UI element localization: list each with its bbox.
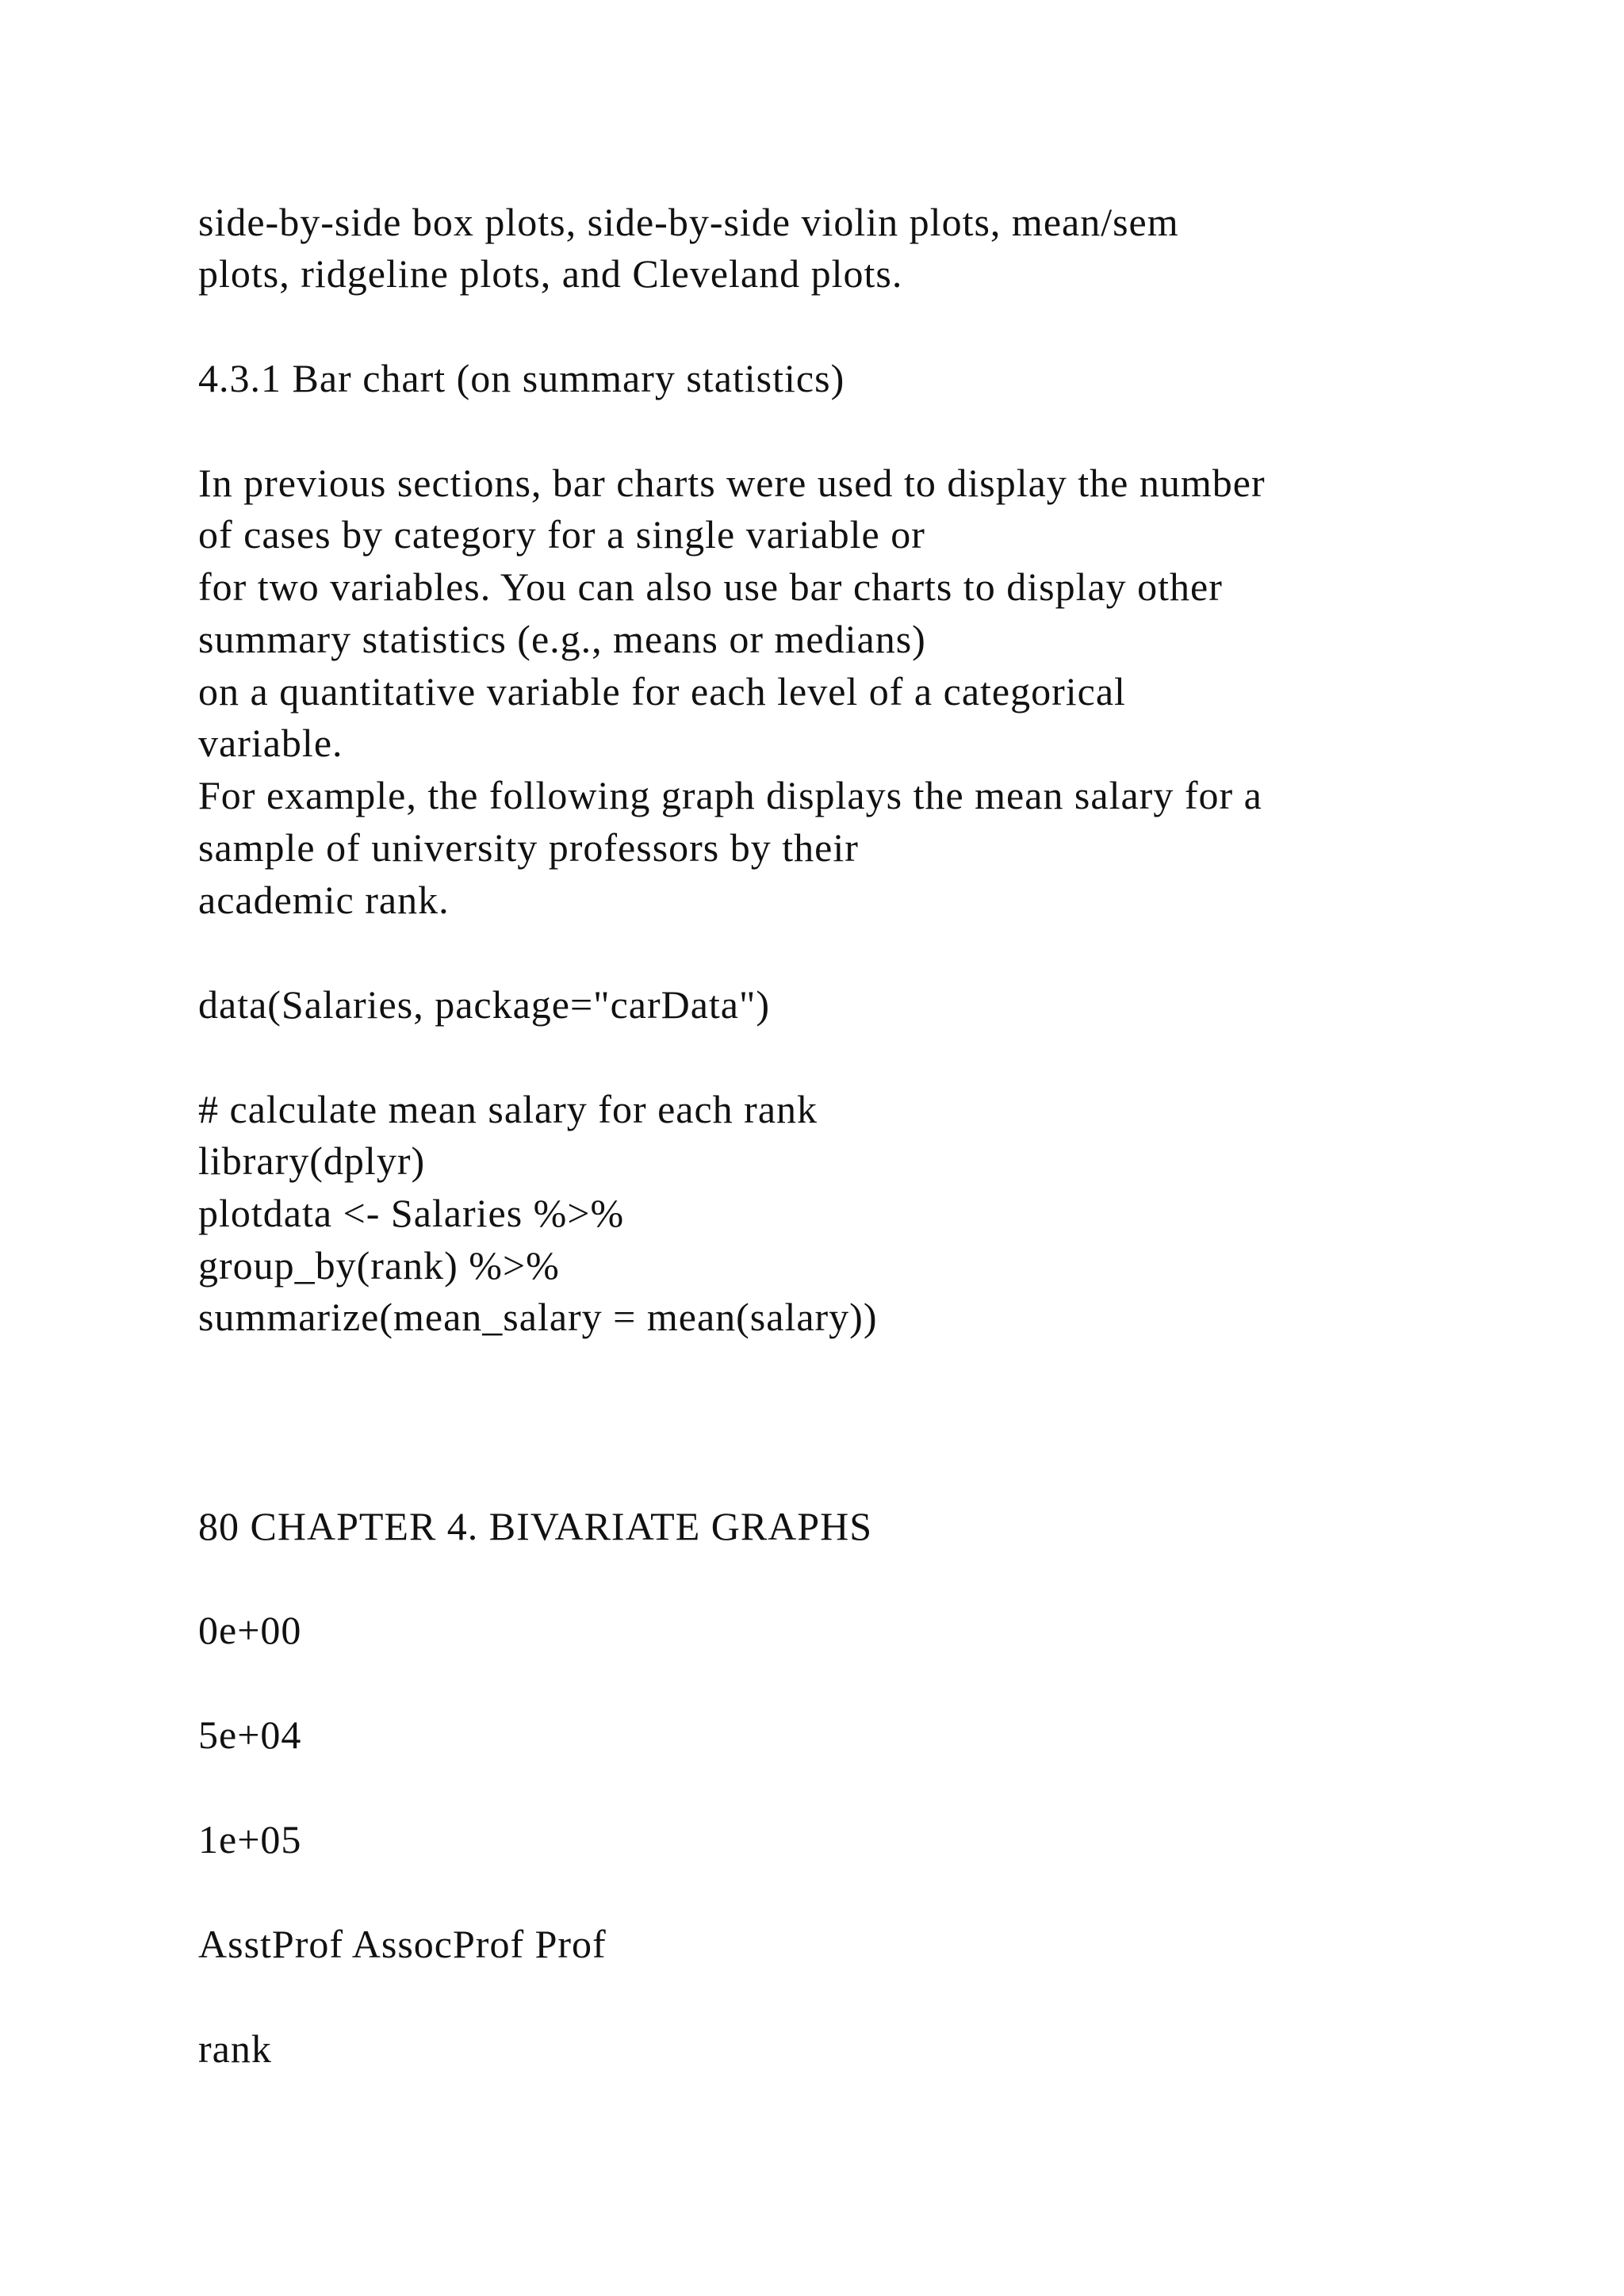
body-line-4: summary statistics (e.g., means or medians) — [198, 617, 926, 661]
code-comment: # calculate mean salary for each rank — [198, 1087, 818, 1131]
body-line-5: on a quantitative variable for each level of a categorical — [198, 669, 1126, 714]
category-labels: AsstProf AssocProf Prof — [198, 1922, 607, 1966]
body-line-9: academic rank. — [198, 878, 450, 922]
code-group-by: group_by(rank) %>% — [198, 1243, 560, 1288]
x-axis-label: rank — [198, 2026, 272, 2071]
body-line-8: sample of university professors by their — [198, 825, 859, 870]
code-plotdata: plotdata <- Salaries %>% — [198, 1191, 625, 1235]
intro-line-1: side-by-side box plots, side-by-side violin plots, mean/sem — [198, 200, 1179, 244]
body-line-2: of cases by category for a single variable or — [198, 512, 925, 557]
body-line-3: for two variables. You can also use bar charts to display other — [198, 564, 1223, 609]
code-data-line: data(Salaries, package="carData") — [198, 982, 771, 1027]
axis-tick-label: 5e+04 — [198, 1712, 302, 1757]
code-library: library(dplyr) — [198, 1138, 426, 1183]
axis-tick-label: 1e+05 — [198, 1817, 302, 1862]
page-header: 80 CHAPTER 4. BIVARIATE GRAPHS — [198, 1504, 873, 1548]
code-summarize: summarize(mean_salary = mean(salary)) — [198, 1295, 878, 1339]
body-line-7: For example, the following graph displays the mean salary for a — [198, 773, 1262, 817]
body-line-1: In previous sections, bar charts were used to display the number — [198, 461, 1266, 505]
section-heading: 4.3.1 Bar chart (on summary statistics) — [198, 356, 845, 400]
intro-line-2: plots, ridgeline plots, and Cleveland plots. — [198, 251, 903, 296]
axis-tick-label: 0e+00 — [198, 1608, 302, 1652]
body-line-6: variable. — [198, 721, 343, 765]
